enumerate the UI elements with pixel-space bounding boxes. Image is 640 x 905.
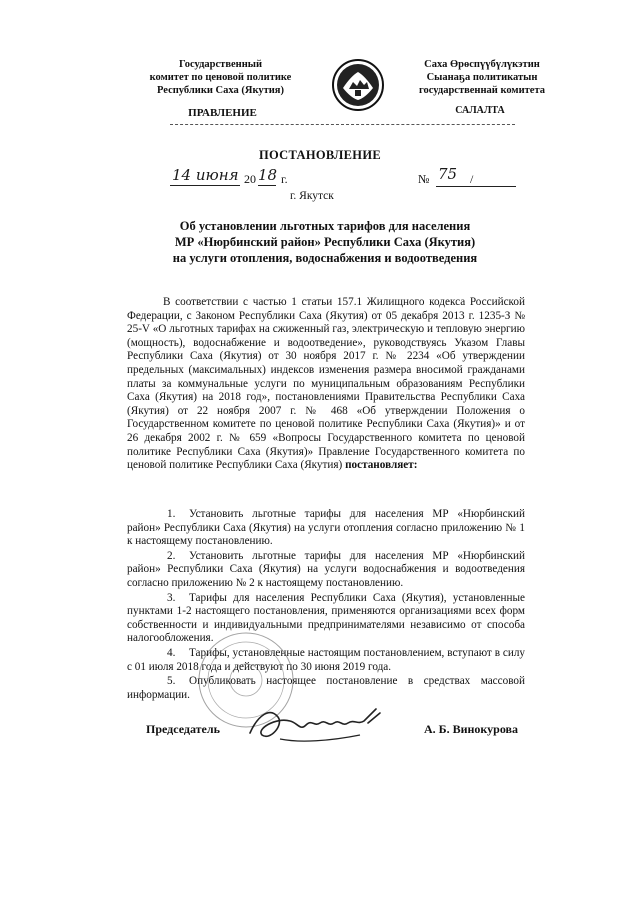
title-line2: МР «Нюрбинский район» Республики Саха (Якутия)	[174, 235, 476, 249]
preamble	[127, 296, 525, 473]
org-name-russian	[118, 58, 323, 97]
item-text: Тарифы, установленные настоящим постановлением, вступают в силу с 01 июля 2018 года и действуют по 30 июня 2019 года.	[127, 646, 525, 673]
preamble-text: В соответствии с частью 1 статьи 157.1 Жилищного кодекса Российской Федерации, с Законом Республики Саха (Якутия) от 05 декабря 2013 г. 1235-З № 25-V «О льготных тарифах на сжиженный газ, электрическую и тепловую энергию (мощность), водоснабжение и водоотведение», руководствуясь Указом Главы Республики Саха (Якутия) от 30 ноября 2017 г. № 2234 «Об утверждении предельных (максимальных) индексов изменения размера вносимой гражданами платы за коммунальные услуги по муниципальным образованиям Республики Саха (Якутия) на 2018 год», постановлениями Правительства Республики Саха (Якутия) от 22 ноября 2007 г. № 468 «Об утверждении Положения о Государственном комитете по ценовой политике Республики Саха (Якутия)» и от 26 декабря 2002 г. № 659 «Вопросы Государственного комитета по ценовой политике Республики Саха (Якутия)» Правление Государственного комитета по ценовой политике Республики Саха (Якутия)	[127, 296, 525, 472]
coat-of-arms-icon	[331, 58, 385, 112]
org-line1: Государственный	[178, 59, 262, 70]
number-underline	[436, 186, 516, 187]
list-item	[127, 550, 525, 591]
title-line1: Об установлении льготных тарифов для населения	[179, 219, 471, 233]
item-text: Опубликовать настоящее постановление в средствах массовой информации.	[127, 675, 525, 701]
item-number: 1.	[167, 508, 176, 520]
year-underline	[258, 185, 276, 186]
preamble-paragraph	[127, 296, 525, 473]
item-number: 2.	[167, 549, 176, 562]
item-number: 3.	[167, 591, 176, 604]
org-sakha-line3: государственнай комитета	[419, 85, 545, 96]
resolution-items	[127, 508, 525, 702]
dept-sakha: САЛАЛТА	[455, 105, 505, 116]
title-line3: на услуги отопления, водоснабжения и водоотведения	[172, 251, 478, 265]
number-suffix: /	[470, 172, 474, 186]
document-date	[170, 166, 320, 189]
list-item	[127, 592, 525, 646]
org-sakha-line1: Саха Өрөспүүбүлүкэтин	[424, 59, 540, 70]
year-prefix: 20	[244, 172, 256, 186]
item-text: Установить льготные тарифы для населения МР «Нюрбинский район» Республики Саха (Якутия) на услуги водоснабжения и водоотведения согласно приложению № 2 к настоящему постановлению.	[127, 549, 525, 589]
list-item	[127, 647, 525, 674]
date-handwritten: 14 июня	[172, 166, 239, 184]
org-line3: Республики Саха (Якутия)	[157, 85, 284, 96]
year-handwritten: 18	[258, 166, 278, 184]
number-handwritten: 75	[438, 165, 458, 183]
org-name-sakha	[392, 58, 572, 97]
item-number: 5.	[167, 675, 176, 688]
document-type: ПОСТАНОВЛЕНИЕ	[258, 148, 381, 162]
header-divider	[170, 124, 515, 125]
list-item	[127, 508, 525, 549]
preamble-resolves: постановляет:	[345, 459, 418, 472]
item-text: Тарифы для населения Республики Саха (Якутия), установленные пунктами 1-2 настоящего постановления, применяются организациями всех форм собственности и индивидуальными предпринимателями независимо от способа налогообложения.	[127, 591, 525, 645]
org-sakha-line2: Сыанаҕа политикатын	[426, 72, 538, 83]
item-text: Установить льготные тарифы для населения МР «Нюрбинский район» Республики Саха (Якутия) на услуги отопления согласно приложению № 1 к настоящему постановлению.	[127, 508, 525, 548]
year-suffix: г.	[281, 172, 288, 186]
number-prefix: №	[418, 172, 430, 186]
document-number	[418, 165, 528, 189]
document-title	[140, 218, 510, 266]
city: г. Якутск	[290, 190, 334, 202]
signatory-role: Председатель	[146, 722, 220, 736]
handwritten-signature	[240, 695, 390, 750]
org-line2: комитет по ценовой политике	[149, 72, 292, 83]
dept-russian: ПРАВЛЕНИЕ	[188, 107, 257, 119]
signatory-name: А. Б. Винокурова	[424, 722, 519, 736]
date-underline	[170, 185, 240, 186]
item-number: 4.	[167, 646, 176, 659]
